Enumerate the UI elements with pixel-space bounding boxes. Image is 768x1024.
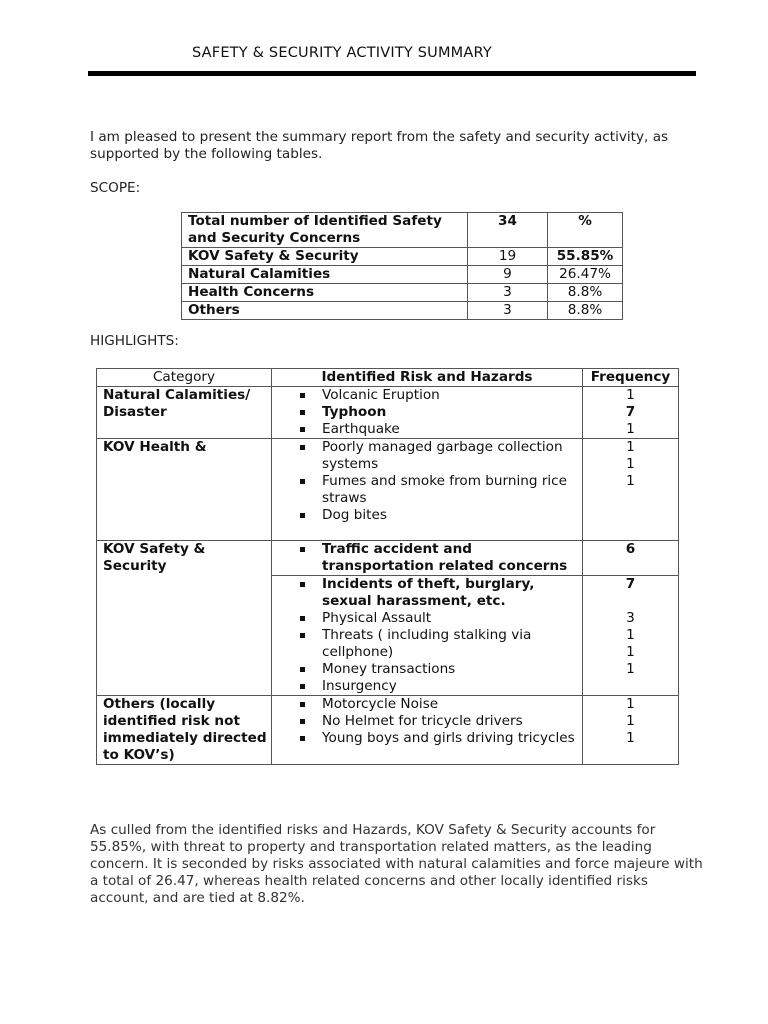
- list-item: Threats ( including stalking via cellphone): [300, 627, 582, 661]
- frequency-value: 1: [626, 696, 635, 712]
- table-row: [97, 541, 679, 576]
- frequency-cell: [583, 439, 679, 541]
- list-item: Physical Assault: [300, 610, 582, 627]
- risk-list: [272, 387, 582, 438]
- column-header-risks: Identified Risk and Hazards: [272, 369, 583, 387]
- frequency-value: 1: [626, 421, 635, 437]
- risk-list: [272, 576, 582, 695]
- frequency-cell: [583, 541, 679, 576]
- list-item: Poorly managed garbage collection systems: [300, 439, 582, 473]
- list-item: Money transactions: [300, 661, 582, 678]
- scope-cell: 3: [468, 302, 548, 320]
- category-cell: KOV Health &: [97, 439, 272, 541]
- list-item: Incidents of theft, burglary, sexual harassment, etc.: [300, 576, 582, 610]
- frequency-value: 1: [626, 627, 635, 643]
- frequency-value: 1: [626, 473, 635, 489]
- table-row: [97, 387, 679, 439]
- highlights-label: HIGHLIGHTS:: [90, 333, 179, 349]
- intro-paragraph: I am pleased to present the summary report from the safety and security activity, as supported by the following tables.: [90, 129, 669, 162]
- frequency-cell: [583, 576, 679, 696]
- scope-cell: KOV Safety & Security: [182, 248, 468, 266]
- category-cell: KOV Safety & Security: [97, 541, 272, 696]
- frequency-cell: [583, 696, 679, 765]
- scope-cell: 19: [468, 248, 548, 266]
- list-item: Typhoon: [300, 404, 582, 421]
- list-item: Traffic accident and transportation related concerns: [300, 541, 582, 575]
- scope-cell: 8.8%: [548, 302, 623, 320]
- closing-paragraph: As culled from the identified risks and Hazards, KOV Safety & Security accounts for 55.85%, with threat to property and transportation related matters, as the leading concern. It is seconded by risks associated with natural calamities and force majeure with a total of 26.47, whereas health related concerns and other locally identified risks account, and are tied at 8.82%.: [90, 822, 703, 906]
- risk-cell: [272, 576, 583, 696]
- list-item: Dog bites: [300, 507, 582, 524]
- risk-list: [272, 439, 582, 524]
- scope-cell: Natural Calamities: [182, 266, 468, 284]
- scope-label: SCOPE:: [90, 180, 141, 196]
- risk-cell: [272, 541, 583, 576]
- scope-header-total: 34: [468, 213, 548, 248]
- scope-cell: 9: [468, 266, 548, 284]
- title-rule: [88, 71, 696, 76]
- table-row: [182, 248, 623, 266]
- list-item: Motorcycle Noise: [300, 696, 582, 713]
- scope-cell: 55.85%: [548, 248, 623, 266]
- table-row: [182, 266, 623, 284]
- frequency-cell: [583, 387, 679, 439]
- list-item: Volcanic Eruption: [300, 387, 582, 404]
- frequency-value: 1: [626, 439, 635, 455]
- category-cell: Others (locally identified risk not immediately directed to KOV’s): [97, 696, 272, 765]
- table-row: [97, 696, 679, 765]
- risk-cell: [272, 696, 583, 765]
- risk-list: [272, 696, 582, 747]
- frequency-value: 1: [626, 661, 635, 677]
- table-header-row: [97, 369, 679, 387]
- scope-cell: Others: [182, 302, 468, 320]
- scope-cell: Health Concerns: [182, 284, 468, 302]
- page-title: SAFETY & SECURITY ACTIVITY SUMMARY: [192, 45, 492, 61]
- column-header-frequency: Frequency: [583, 369, 679, 387]
- frequency-value: 1: [626, 456, 635, 472]
- table-row: [182, 302, 623, 320]
- frequency-value: 7: [625, 576, 636, 592]
- list-item: Fumes and smoke from burning rice straws: [300, 473, 582, 507]
- table-row: [182, 213, 623, 248]
- scope-table: [181, 212, 623, 320]
- risk-list: [272, 541, 582, 575]
- list-item: Young boys and girls driving tricycles: [300, 730, 582, 747]
- table-row: [97, 439, 679, 541]
- frequency-value: 6: [625, 541, 636, 557]
- scope-header-percent: %: [548, 213, 623, 248]
- risk-cell: [272, 387, 583, 439]
- frequency-value: 1: [626, 730, 635, 746]
- scope-cell: 3: [468, 284, 548, 302]
- frequency-value: 1: [626, 387, 635, 403]
- column-header-category: Category: [97, 369, 272, 387]
- list-item: No Helmet for tricycle drivers: [300, 713, 582, 730]
- risk-cell: [272, 439, 583, 541]
- scope-cell: 8.8%: [548, 284, 623, 302]
- frequency-value: 7: [625, 404, 636, 420]
- frequency-value: 1: [626, 644, 635, 660]
- scope-cell: 26.47%: [548, 266, 623, 284]
- list-item: Earthquake: [300, 421, 582, 438]
- frequency-value: 1: [626, 713, 635, 729]
- frequency-value: 3: [626, 610, 635, 626]
- list-item: Insurgency: [300, 678, 582, 695]
- category-cell: Natural Calamities/ Disaster: [97, 387, 272, 439]
- table-row: [182, 284, 623, 302]
- highlights-table: [96, 368, 679, 765]
- scope-header-label: Total number of Identified Safety and Security Concerns: [182, 213, 468, 248]
